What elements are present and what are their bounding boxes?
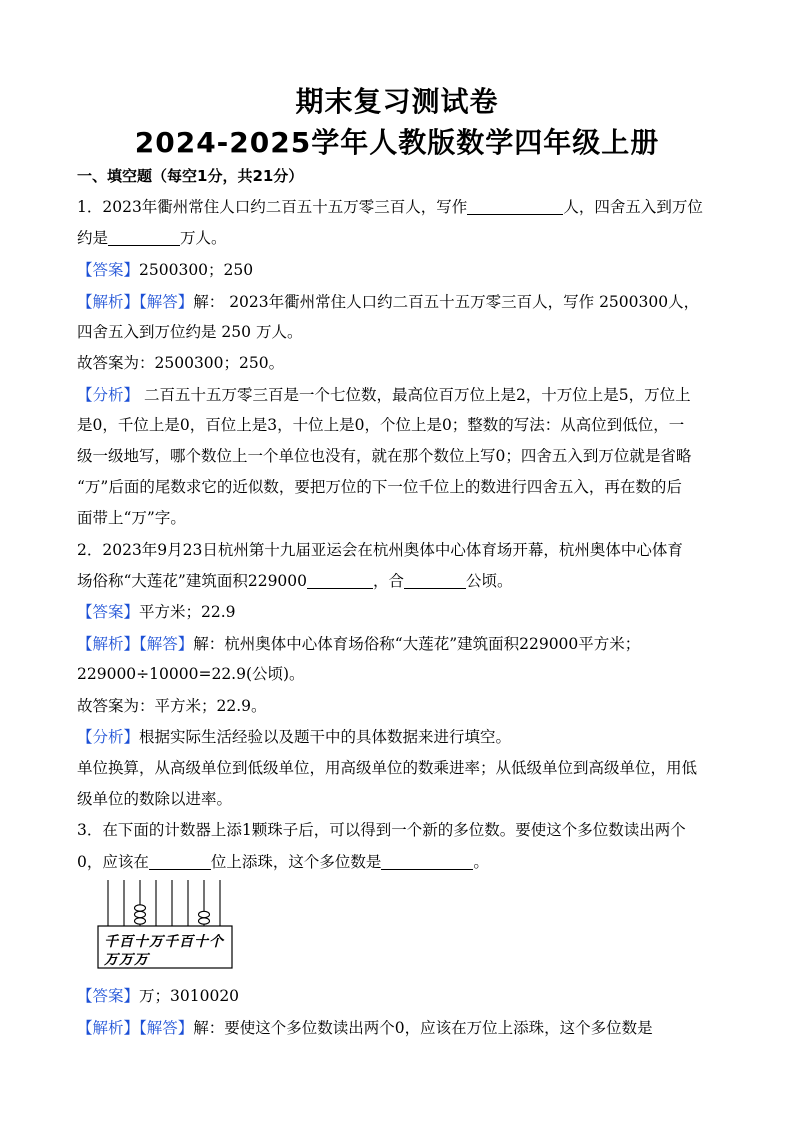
question-text: 1．2023年衢州常住人口约二百五十五万零三百人，写作 (77, 198, 468, 216)
answer-line (77, 986, 727, 1006)
analysis-text: 解：杭州奥体中心体育场俗称“大莲花”建筑面积229000平方米； (193, 635, 641, 653)
question-text: 约是 (77, 229, 109, 247)
answer-text: 2500300；250 (139, 261, 254, 279)
answer-blank[interactable] (381, 853, 473, 870)
question-text: 位上添珠，这个多位数是 (210, 853, 382, 871)
answer-tag: 【答案】 (77, 987, 140, 1005)
abacus-bead (135, 911, 146, 917)
answer-text: 平方米；22.9 (139, 603, 236, 621)
fenxi-text: 二百五十五万零三百是一个七位数，最高位百万位上是2，十万位上是5，万位上 (139, 386, 691, 404)
abacus-place-labels-row-2: 万万万 (104, 952, 149, 968)
abacus-bead (199, 918, 210, 924)
question-text: 万人。 (180, 229, 227, 247)
analysis-line: 四舍五入到万位约是 250 万人。 (77, 323, 303, 341)
analysis-line: 故答案为：2500300；250。 (77, 354, 285, 372)
analysis-tag: 【解析】【解答】 (77, 293, 194, 311)
abacus-bead (135, 905, 146, 911)
question-text: ，合 (373, 572, 405, 590)
fenxi-line (77, 727, 727, 747)
question-1-line-2 (77, 228, 727, 248)
section-heading: 一、填空题（每空1分，共21分） (77, 167, 304, 185)
analysis-line (77, 1018, 727, 1038)
fenxi-line: 级单位的数除以进率。 (77, 790, 233, 808)
answer-tag: 【答案】 (77, 603, 140, 621)
answer-line (77, 602, 727, 622)
fenxi-tag: 【分析】 (77, 386, 140, 404)
question-3-line-1: 3．在下面的计数器上添1颗珠子后，可以得到一个新的多位数。要使这个多位数读出两个 (77, 821, 686, 839)
analysis-text: 解：要使这个多位数读出两个0，应该在万位上添珠，这个多位数是 (193, 1019, 653, 1037)
abacus-figure (96, 878, 236, 970)
question-text: 人，四舍五入到万位 (563, 198, 703, 216)
answer-tag: 【答案】 (77, 261, 140, 279)
fenxi-line: 级一级地写，哪个数位上一个单位也没有，就在那个数位上写0；四舍五入到万位就是省略 (77, 447, 692, 465)
abacus-bead (199, 911, 210, 917)
analysis-line (77, 292, 727, 312)
fenxi-line: 是0，千位上是0，百位上是3，十位上是0，个位上是0；整数的写法：从高位到低位，一 (77, 416, 685, 434)
abacus-bead (135, 918, 146, 924)
answer-blank[interactable] (149, 853, 211, 870)
analysis-tag: 【解析】【解答】 (77, 1019, 194, 1037)
question-2-line-1: 2．2023年9月23日杭州第十九届亚运会在杭州奥体中心体育场开幕，杭州奥体中心体育 (77, 541, 683, 559)
fenxi-line: 面带上“万”字。 (77, 509, 186, 527)
fenxi-text: 根据实际生活经验以及题干中的具体数据来进行填空。 (139, 728, 512, 746)
question-2-line-2 (77, 571, 727, 591)
analysis-line: 229000÷10000=22.9(公顷)。 (77, 665, 305, 683)
analysis-line (77, 634, 727, 654)
fenxi-tag: 【分析】 (77, 728, 140, 746)
analysis-tag: 【解析】【解答】 (77, 635, 194, 653)
abacus-place-labels: 千百十万千百十个 (104, 934, 224, 950)
question-text: 公顷。 (466, 572, 513, 590)
question-text: 。 (473, 853, 489, 871)
question-1-line-1 (77, 197, 727, 217)
answer-line (77, 260, 727, 280)
analysis-line: 故答案为：平方米；22.9。 (77, 697, 267, 715)
fenxi-line: 单位换算，从高级单位到低级单位，用高级单位的数乘进率；从低级单位到高级单位，用低 (77, 759, 698, 777)
answer-blank[interactable] (307, 572, 373, 589)
question-3-line-2 (77, 852, 727, 872)
question-text: 0，应该在 (77, 853, 149, 871)
fenxi-line (77, 385, 727, 405)
answer-text: 万；3010020 (139, 987, 240, 1005)
question-text: 场俗称“大莲花”建筑面积229000 (77, 572, 308, 590)
fenxi-line: “万”后面的尾数求它的近似数，要把万位的下一位千位上的数进行四舍五入，再在数的后 (77, 478, 682, 496)
answer-blank[interactable] (467, 198, 563, 215)
answer-blank[interactable] (108, 229, 180, 246)
answer-blank[interactable] (404, 572, 466, 589)
document-title: 期末复习测试卷 (295, 85, 499, 118)
document-subtitle: 2024-2025学年人教版数学四年级上册 (134, 126, 660, 159)
analysis-text: 解： 2023年衢州常住人口约二百五十五万零三百人，写作 2500300人， (193, 293, 700, 311)
